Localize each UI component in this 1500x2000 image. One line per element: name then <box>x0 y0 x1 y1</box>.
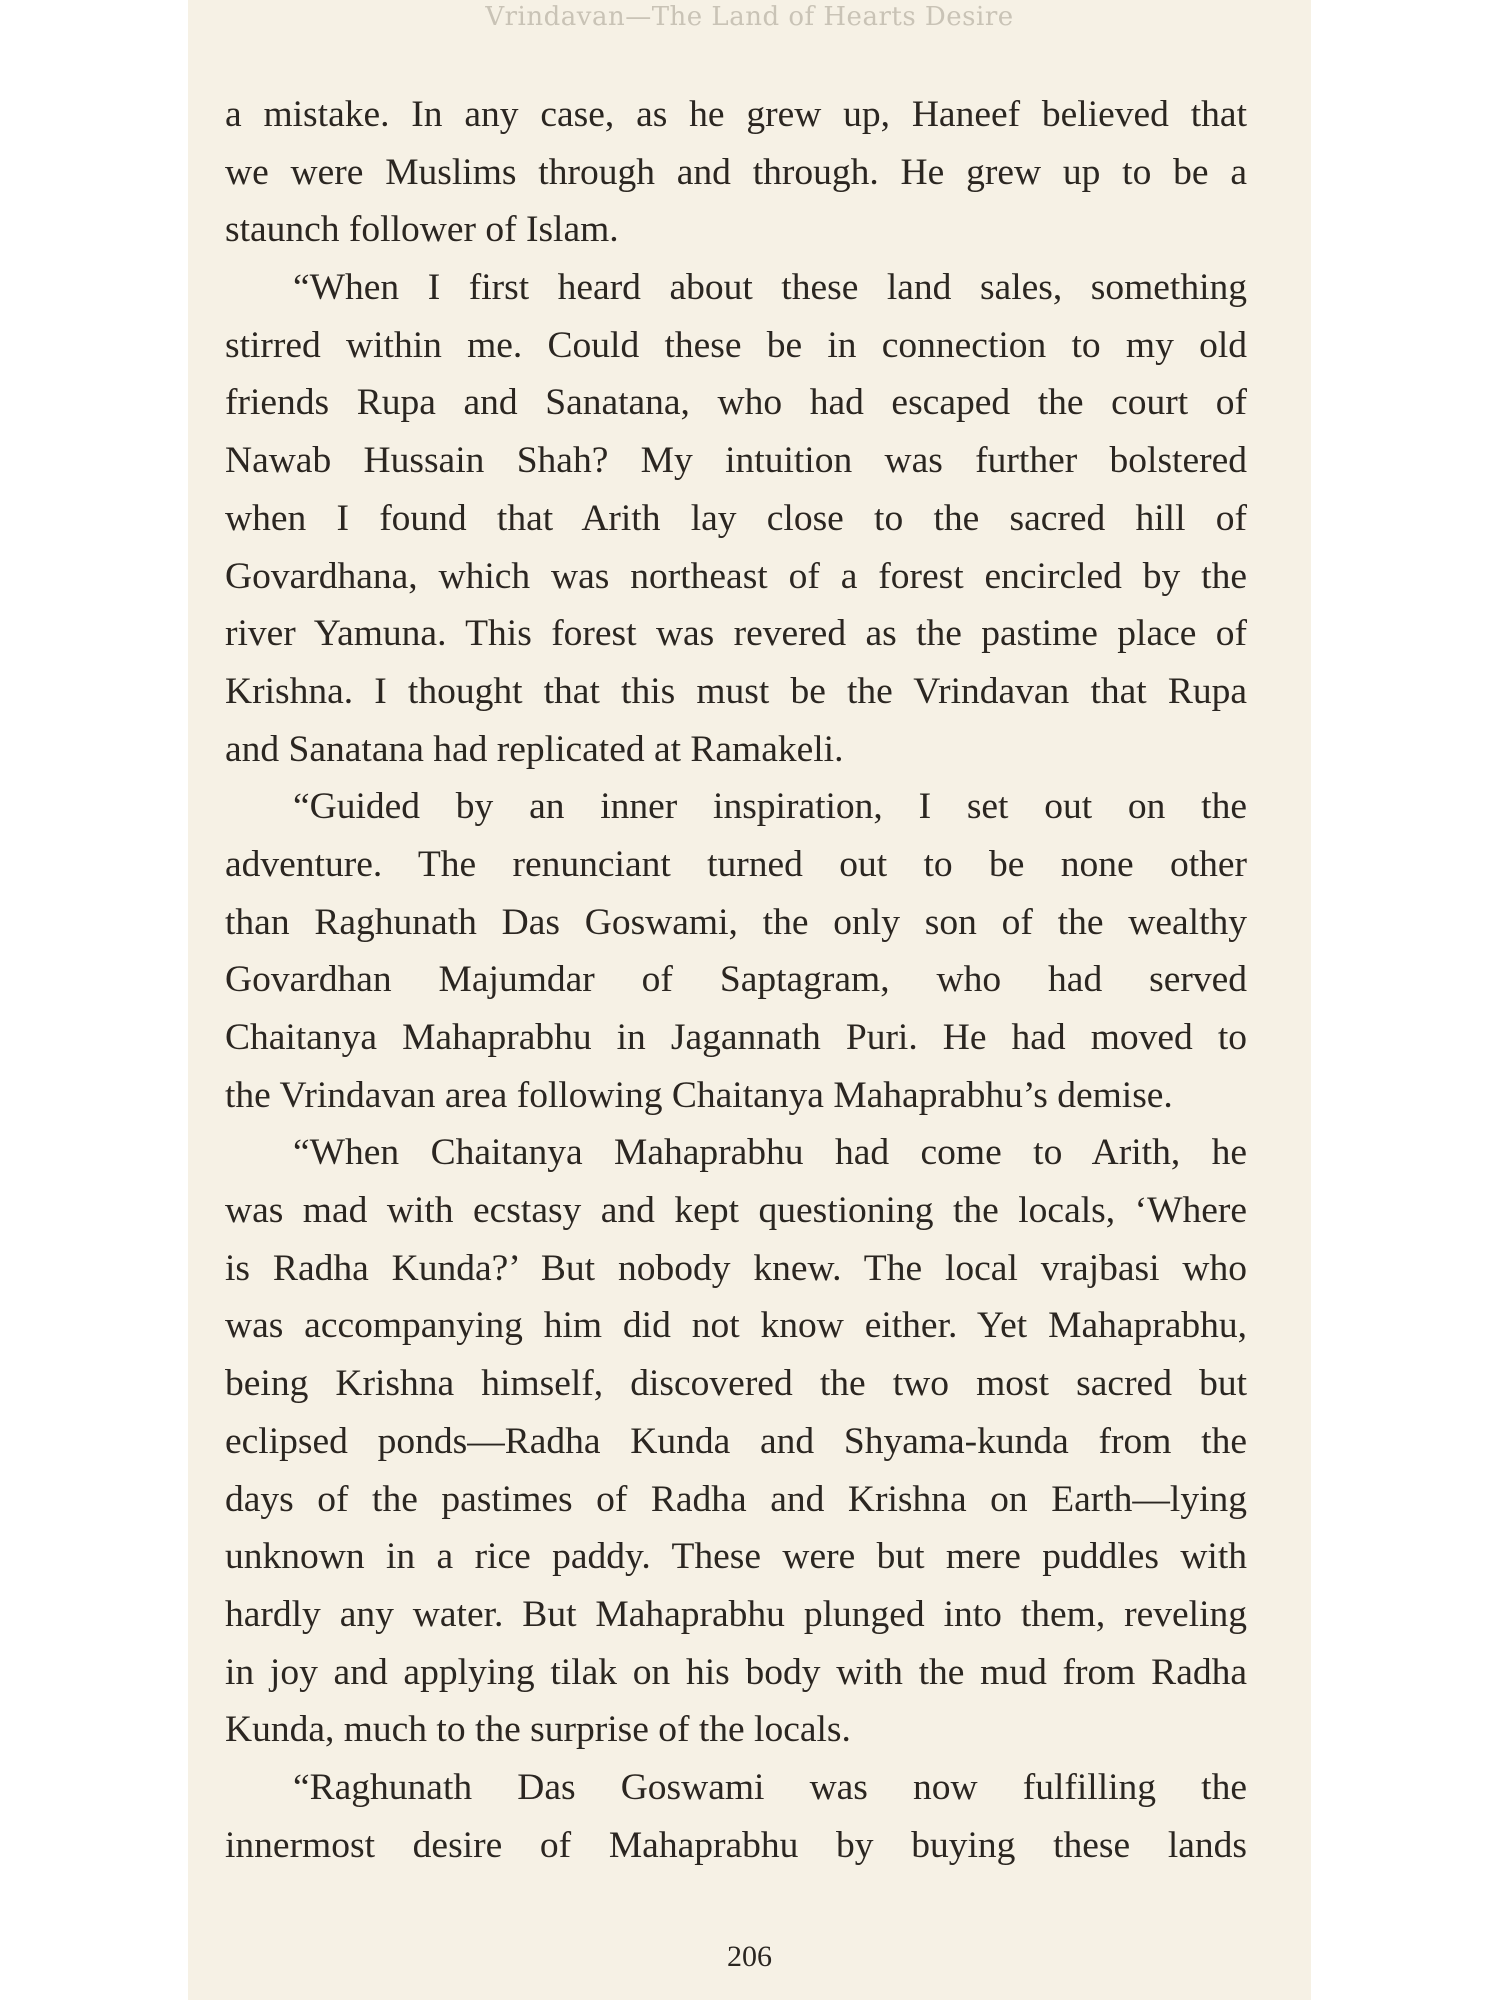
text-line: Krishna. I thought that this must be the Vrindavan that Rupa <box>225 670 1247 712</box>
text-line: Nawab Hussain Shah? My intuition was further bolstered <box>225 440 1247 482</box>
text-line: “Guided by an inner inspiration, I set out on the <box>293 786 1247 828</box>
text-line: being Krishna himself, discovered the two most sacred but <box>225 1363 1247 1405</box>
text-line: innermost desire of Mahaprabhu by buying these lands <box>225 1824 1247 1866</box>
text-line: stirred within me. Could these be in connection to my old <box>225 324 1247 366</box>
text-line: Govardhana, which was northeast of a forest encircled by the <box>225 555 1247 597</box>
running-head: Vrindavan—The Land of Hearts Desire <box>485 2 1014 32</box>
text-line: was accompanying him did not know either. Yet Mahaprabhu, <box>225 1305 1247 1347</box>
text-line: we were Muslims through and through. He grew up to be a <box>225 151 1247 193</box>
text-line: when I found that Arith lay close to the sacred hill of <box>225 497 1247 539</box>
text-line: river Yamuna. This forest was revered as the pastime place of <box>225 613 1247 655</box>
text-line: “Raghunath Das Goswami was now fulfilling the <box>293 1766 1247 1808</box>
text-line: was mad with ecstasy and kept questioning the locals, ‘Where <box>225 1190 1247 1232</box>
text-line: eclipsed ponds—Radha Kunda and Shyama-kunda from the <box>225 1420 1247 1462</box>
text-line: days of the pastimes of Radha and Krishna on Earth—lying <box>225 1478 1247 1520</box>
text-line: staunch follower of Islam. <box>225 209 619 251</box>
text-line: Govardhan Majumdar of Saptagram, who had served <box>225 959 1247 1001</box>
text-line: adventure. The renunciant turned out to be none other <box>225 843 1247 885</box>
text-line: Chaitanya Mahaprabhu in Jagannath Puri. He had moved to <box>225 1017 1247 1058</box>
text-line: the Vrindavan area following Chaitanya Mahaprabhu’s demise. <box>225 1074 1173 1116</box>
text-line: is Radha Kunda?’ But nobody knew. The local vrajbasi who <box>225 1247 1247 1289</box>
page-number: 206 <box>727 1940 772 1973</box>
book-page <box>188 0 1311 2000</box>
text-line: than Raghunath Das Goswami, the only son of the wealthy <box>225 901 1247 943</box>
text-line: “When I first heard about these land sales, something <box>293 267 1247 309</box>
text-line: Kunda, much to the surprise of the locals. <box>225 1709 851 1751</box>
text-line: “When Chaitanya Mahaprabhu had come to Arith, he <box>293 1132 1247 1174</box>
text-line: a mistake. In any case, as he grew up, Haneef believed that <box>225 94 1247 135</box>
text-line: friends Rupa and Sanatana, who had escaped the court of <box>225 382 1247 424</box>
text-line: and Sanatana had replicated at Ramakeli. <box>225 728 844 770</box>
text-line: unknown in a rice paddy. These were but mere puddles with <box>225 1536 1247 1578</box>
text-line: in joy and applying tilak on his body with the mud from Radha <box>225 1651 1247 1693</box>
body-text <box>225 86 1247 1874</box>
text-line: hardly any water. But Mahaprabhu plunged into them, reveling <box>225 1593 1247 1635</box>
